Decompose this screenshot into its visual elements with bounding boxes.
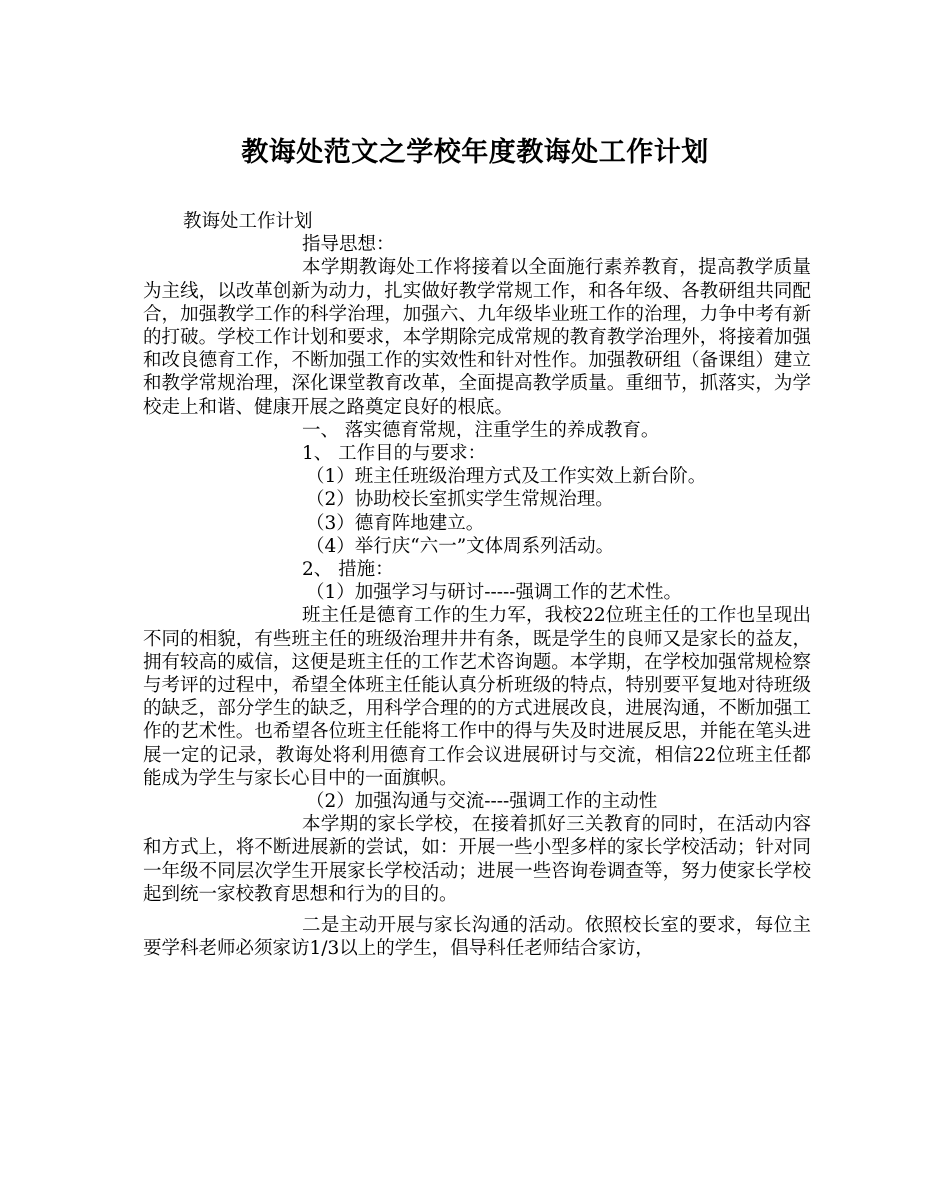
subsection-1-heading: 1、 工作目的与要求： [302, 443, 487, 465]
measure-heading: （1）加强学习与研讨-----强调工作的艺术性。 [306, 582, 683, 604]
section-heading: 教诲处工作计划 [183, 211, 313, 232]
guideline-label: 指导思想： [302, 234, 395, 256]
goal-item: （1）班主任班级治理方式及工作实效上新台阶。 [306, 466, 707, 488]
intro-paragraph: 本学期教诲处工作将接着以全面施行素养教育，提高教学质量为主线，以改革创新为动力，扎实做好教学常规工作，和各年级、各教研组共同配合，加强教学工作的科学治理，加强六、九年级毕业班工作的治理，力争中考有新的打破。学校工作计划和要求，本学期除完成常规的教育教学治理外，将接着加强和改良德育工作，不断加强工作的实效性和针对性作。加强教研组（备课组）建立和教学常规治理，深化课堂教育改革，全面提高教学质量。重细节，抓落实，为学校走上和谐、健康开展之路奠定良好的根底。 [143, 257, 811, 418]
section-1-heading: 一、 落实德育常规，注重学生的养成教育。 [302, 419, 660, 441]
document-title: 教诲处范文之学校年度教诲处工作计划 [241, 137, 709, 168]
measure-heading: （2）加强沟通与交流----强调工作的主动性 [306, 791, 658, 813]
document-body [143, 210, 811, 961]
goal-item: （3）德育阵地建立。 [306, 512, 485, 534]
goal-item: （4）举行庆“六一”文体周系列活动。 [306, 535, 615, 557]
measure-paragraph: 班主任是德育工作的生力军，我校22位班主任的工作也呈现出不同的相貌，有些班主任的班级治理井井有条，既是学生的良师又是家长的益友，拥有较高的威信，这便是班主任的工作艺术咨询题。本学期，在学校加强常规检察与考评的过程中，希望全体班主任能认真分析班级的特点，特别要平复地对待班级的缺乏，部分学生的缺乏，用科学合理的的方式进展改良，进展沟通，不断加强工作的艺术性。也希望各位班主任能将工作中的得与失及时进展反思，并能在笔头进展一定的记录，教诲处将利用德育工作会议进展研讨与交流，相信22位班主任都能成为学生与家长心目中的一面旗帜。 [143, 605, 811, 789]
goal-item: （2）协助校长室抓实学生常规治理。 [306, 489, 614, 511]
subsection-2-heading: 2、 措施： [302, 559, 394, 581]
measure-paragraph: 本学期的家长学校，在接着抓好三关教育的同时，在活动内容和方式上，将不断进展新的尝试，如：开展一些小型多样的家长学校活动；针对同一年级不同层次学生开展家长学校活动；进展一些咨询卷调查等，努力使家长学校起到统一家校教育思想和行为的目的。 [143, 814, 811, 905]
measure-paragraph: 二是主动开展与家长沟通的活动。依照校长室的要求，每位主要学科老师必须家访1/3以上的学生，倡导科任老师结合家访， [143, 915, 811, 960]
